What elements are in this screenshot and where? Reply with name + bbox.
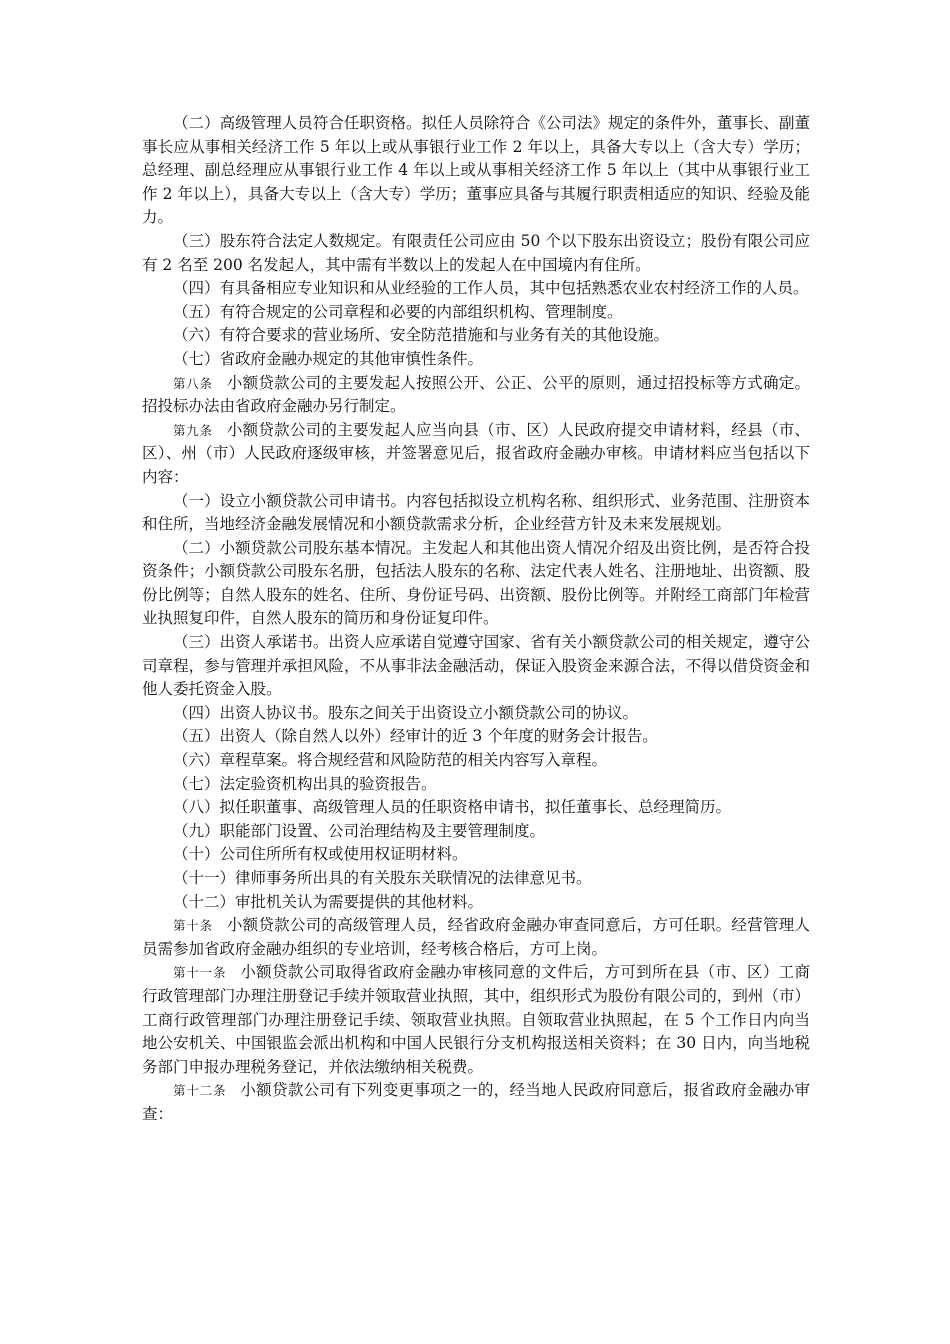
- paragraph-item-5b: （五）出资人（除自然人以外）经审计的近 3 个年度的财务会计报告。: [173, 727, 658, 746]
- article-text: 小额贷款公司有下列变更事项之一的，经当地人民政府同意后，报省政府金融办审查：: [142, 1081, 810, 1123]
- paragraph-item-6: （六）有符合要求的营业场所、安全防范措施和与业务有关的其他设施。: [173, 326, 670, 345]
- paragraph-item-12: （十二）审批机关认为需要提供的其他材料。: [173, 892, 484, 911]
- article-10: [142, 914, 810, 961]
- paragraph-item-11: （十一）律师事务所出具的有关股东关联情况的法律意见书。: [173, 869, 592, 887]
- paragraph-item-3b: （三）出资人承诺书。出资人应承诺自觉遵守国家、省有关小额贷款公司的相关规定，遵守公司章程，参与管理并承担风险，不从事非法金融活动，保证入股资金来源合法，不得以借贷资金和他人委托资金入股。: [142, 633, 810, 699]
- article-number: 第十条: [173, 918, 213, 934]
- article-8: [142, 372, 810, 419]
- article-number: 第八条: [173, 375, 213, 391]
- paragraph-item-4b: （四）出资人协议书。股东之间关于出资设立小额贷款公司的协议。: [173, 703, 639, 722]
- article-number: 第九条: [173, 422, 213, 438]
- paragraph-item-8: （八）拟任职董事、高级管理人员的任职资格申请书，拟任董事长、总经理简历。: [173, 798, 732, 817]
- paragraph-item-7b: （七）法定验资机构出具的验资报告。: [173, 774, 437, 793]
- article-11: [142, 961, 810, 1079]
- paragraph-item-3: （三）股东符合法定人数规定。有限责任公司应由 50 个以下股东出资设立；股份有限公司应有 2 名至 200 名发起人，其中需有半数以上的发起人在中国境内有住所。: [142, 231, 810, 274]
- document-page: [142, 112, 810, 1127]
- article-number: 第十二条: [173, 1083, 227, 1099]
- article-12: [142, 1079, 810, 1126]
- article-text: 小额贷款公司的主要发起人按照公开、公正、公平的原则，通过招投标等方式确定。招投标办法由省政府金融办另行制定。: [142, 373, 810, 416]
- article-9: [142, 419, 810, 490]
- article-text: 小额贷款公司取得省政府金融办审核同意的文件后，方可到所在县（市、区）工商行政管理部门办理注册登记手续并领取营业执照，其中，组织形式为股份有限公司的，到州（市）工商行政管理部门办理注册登记手续、领取营业执照。自领取营业执照起，在 5 个工作日内向当地公安机关、中国银监会派出机构和中国人民银行分支机构报送相关资料；在 30 日内，向当地税务部门申报办理税务登记，并依法缴纳相关税费。: [142, 963, 810, 1076]
- paragraph-item-9: （九）职能部门设置、公司治理结构及主要管理制度。: [173, 821, 546, 840]
- paragraph-item-4: （四）有具备相应专业知识和从业经验的工作人员，其中包括熟悉农业农村经济工作的人员。: [173, 279, 809, 298]
- article-text: 小额贷款公司的主要发起人应当向县（市、区）人民政府提交申请材料，经县（市、区）、州（市）人民政府逐级审核，并签署意见后，报省政府金融办审核。申请材料应当包括以下内容：: [142, 420, 810, 486]
- paragraph-item-7: （七）省政府金融办规定的其他审慎性条件。: [173, 349, 484, 368]
- paragraph-item-1: （一）设立小额贷款公司申请书。内容包括拟设立机构名称、组织形式、业务范围、注册资本和住所，当地经济金融发展情况和小额贷款需求分析，企业经营方针及未来发展规划。: [142, 491, 810, 534]
- article-text: 小额贷款公司的高级管理人员，经省政府金融办审查同意后，方可任职。经营管理人员需参加省政府金融办组织的专业培训，经考核合格后，方可上岗。: [142, 916, 810, 958]
- paragraph-item-6b: （六）章程草案。将合规经营和风险防范的相关内容写入章程。: [173, 751, 608, 770]
- article-number: 第十一条: [173, 965, 227, 981]
- paragraph-item-5: （五）有符合规定的公司章程和必要的内部组织机构、管理制度。: [173, 302, 623, 321]
- paragraph-item-10: （十）公司住所所有权或使用权证明材料。: [173, 845, 468, 864]
- paragraph-item-2: （二）高级管理人员符合任职资格。拟任人员除符合《公司法》规定的条件外，董事长、副董事长应从事相关经济工作 5 年以上或从事银行业工作 2 年以上，具备大专以上（含大专）学历；总经理、副总经理应从事银行业工作 4 年以上或从事相关经济工作 5 年以上（其中从事银行业工作 2 年以上），具备大专以上（含大专）学历；董事应具备与其履行职责相适应的知识、经验及能力。: [142, 114, 810, 227]
- paragraph-item-2b: （二）小额贷款公司股东基本情况。主发起人和其他出资人情况介绍及出资比例，是否符合投资条件；小额贷款公司股东名册，包括法人股东的名称、法定代表人姓名、注册地址、出资额、股份比例等；自然人股东的姓名、住所、身份证号码、出资额、股份比例等。并附经工商部门年检营业执照复印件，自然人股东的简历和身份证复印件。: [142, 538, 810, 628]
